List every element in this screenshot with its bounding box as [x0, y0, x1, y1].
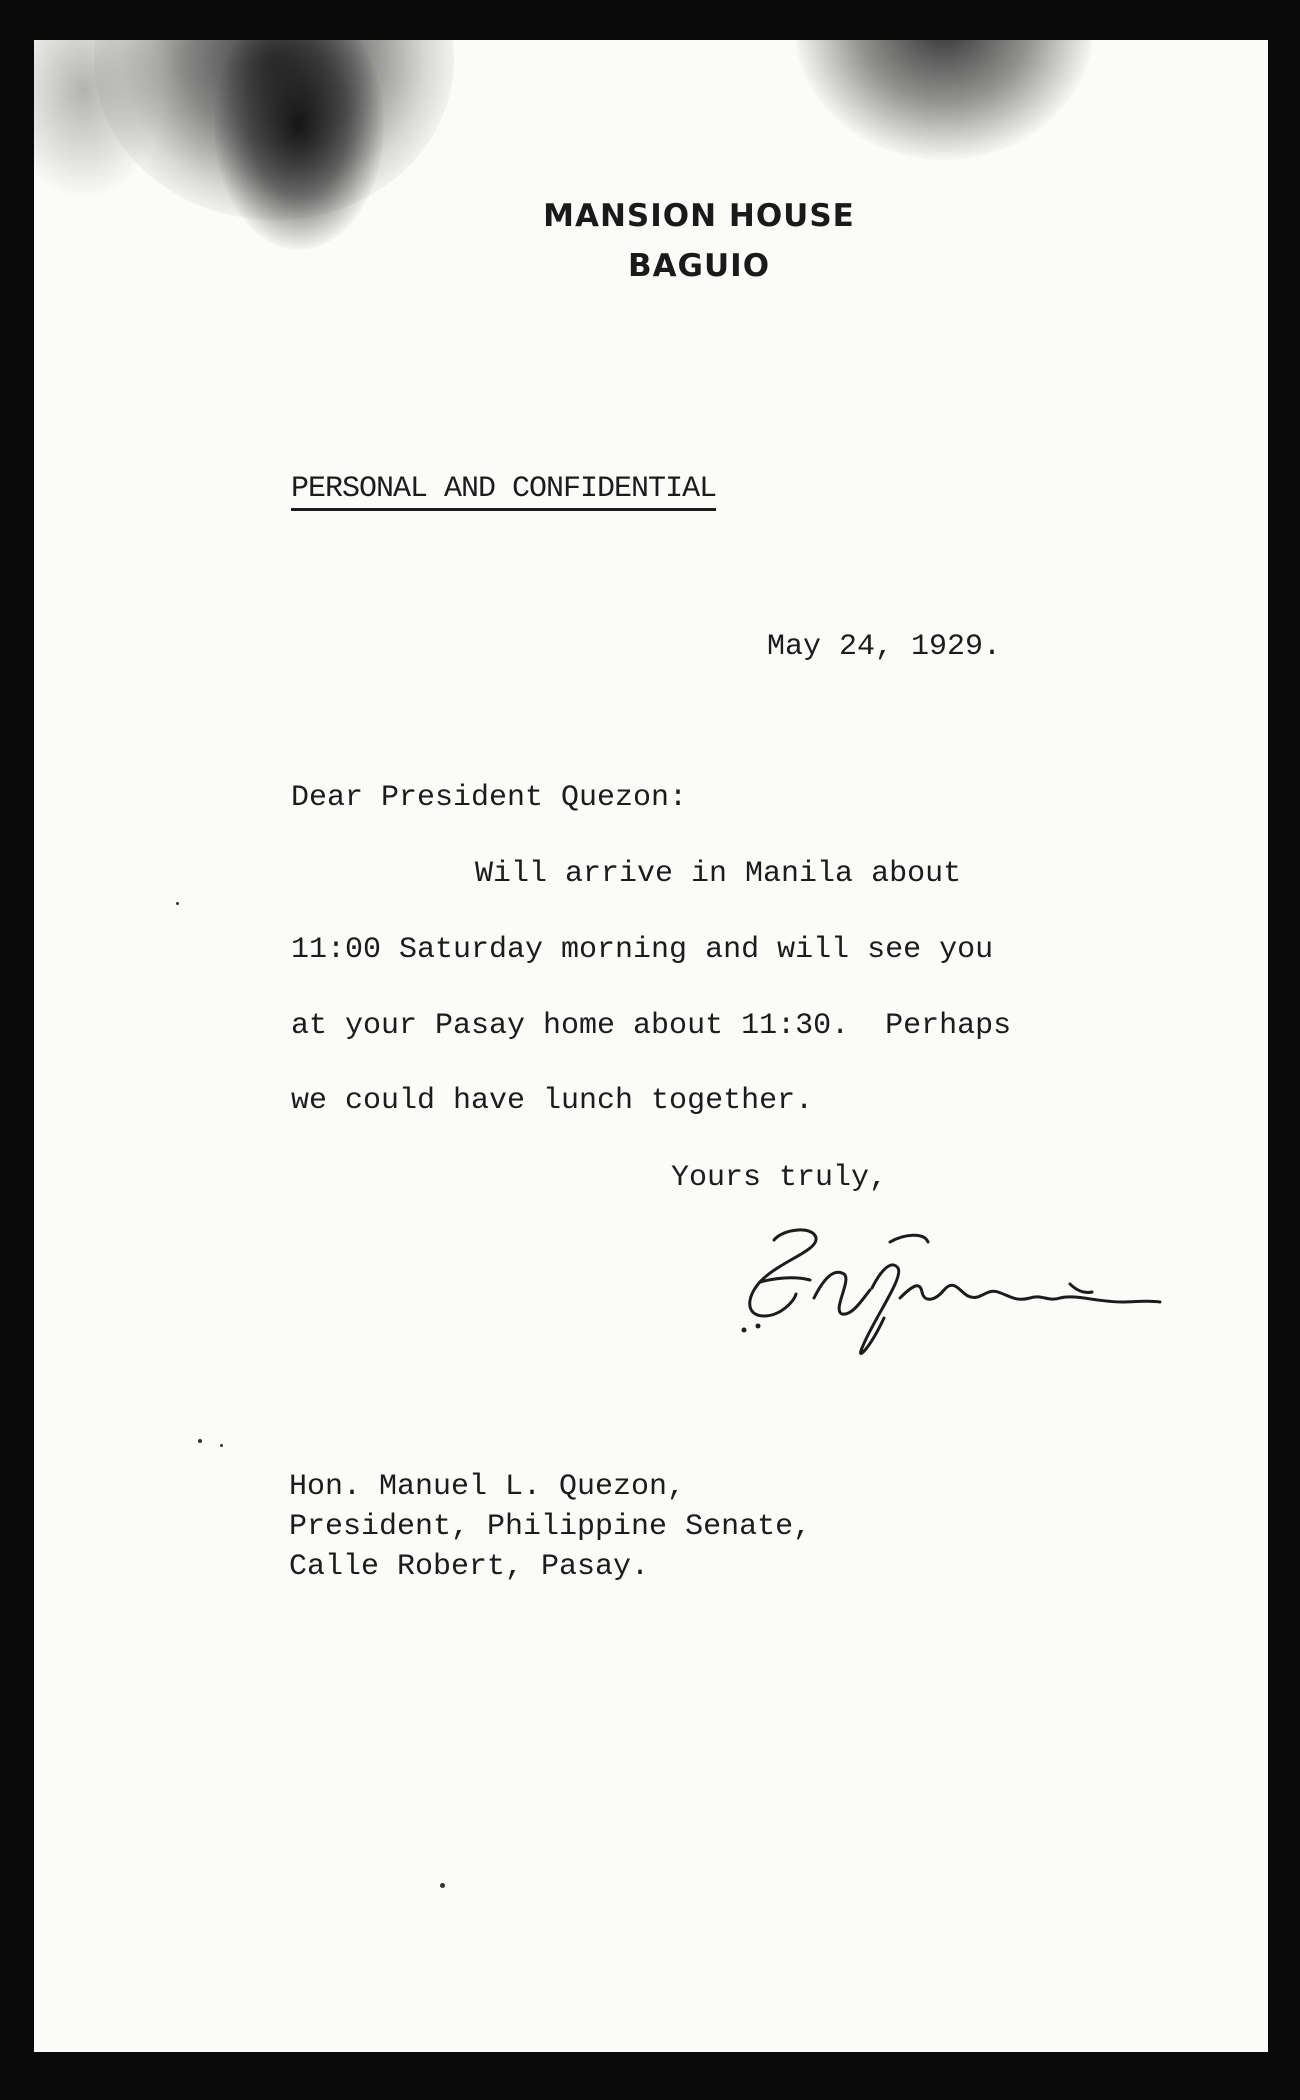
letter-date: May 24, 1929. [767, 630, 1002, 664]
body-line: at your Pasay home about 11:30. Perhaps [291, 1009, 1012, 1043]
paper-speck [198, 1439, 202, 1443]
recipient-line: Calle Robert, Pasay. [289, 1550, 650, 1584]
confidential-marking: PERSONAL AND CONFIDENTIAL [291, 474, 716, 511]
body-line: 11:00 Saturday morning and will see you [291, 933, 994, 967]
closing: Yours truly, [671, 1161, 888, 1195]
ink-smudge [34, 40, 164, 200]
letterhead-line-2: BAGUIO [627, 248, 771, 284]
body-line: Will arrive in Manila about [475, 857, 962, 891]
letterhead-line-1: MANSION HOUSE [543, 198, 855, 234]
ink-smudge [794, 40, 1094, 160]
signature [724, 1198, 1184, 1358]
recipient-line: Hon. Manuel L. Quezon, [289, 1470, 686, 1504]
paper-speck [440, 1883, 445, 1888]
recipient-line: President, Philippine Senate, [289, 1510, 812, 1544]
paper-speck [220, 1444, 223, 1447]
paper-speck [176, 902, 179, 905]
letter-page [34, 40, 1268, 2052]
ink-smudge [94, 40, 454, 220]
body-line: we could have lunch together. [291, 1084, 814, 1118]
salutation: Dear President Quezon: [291, 781, 688, 815]
